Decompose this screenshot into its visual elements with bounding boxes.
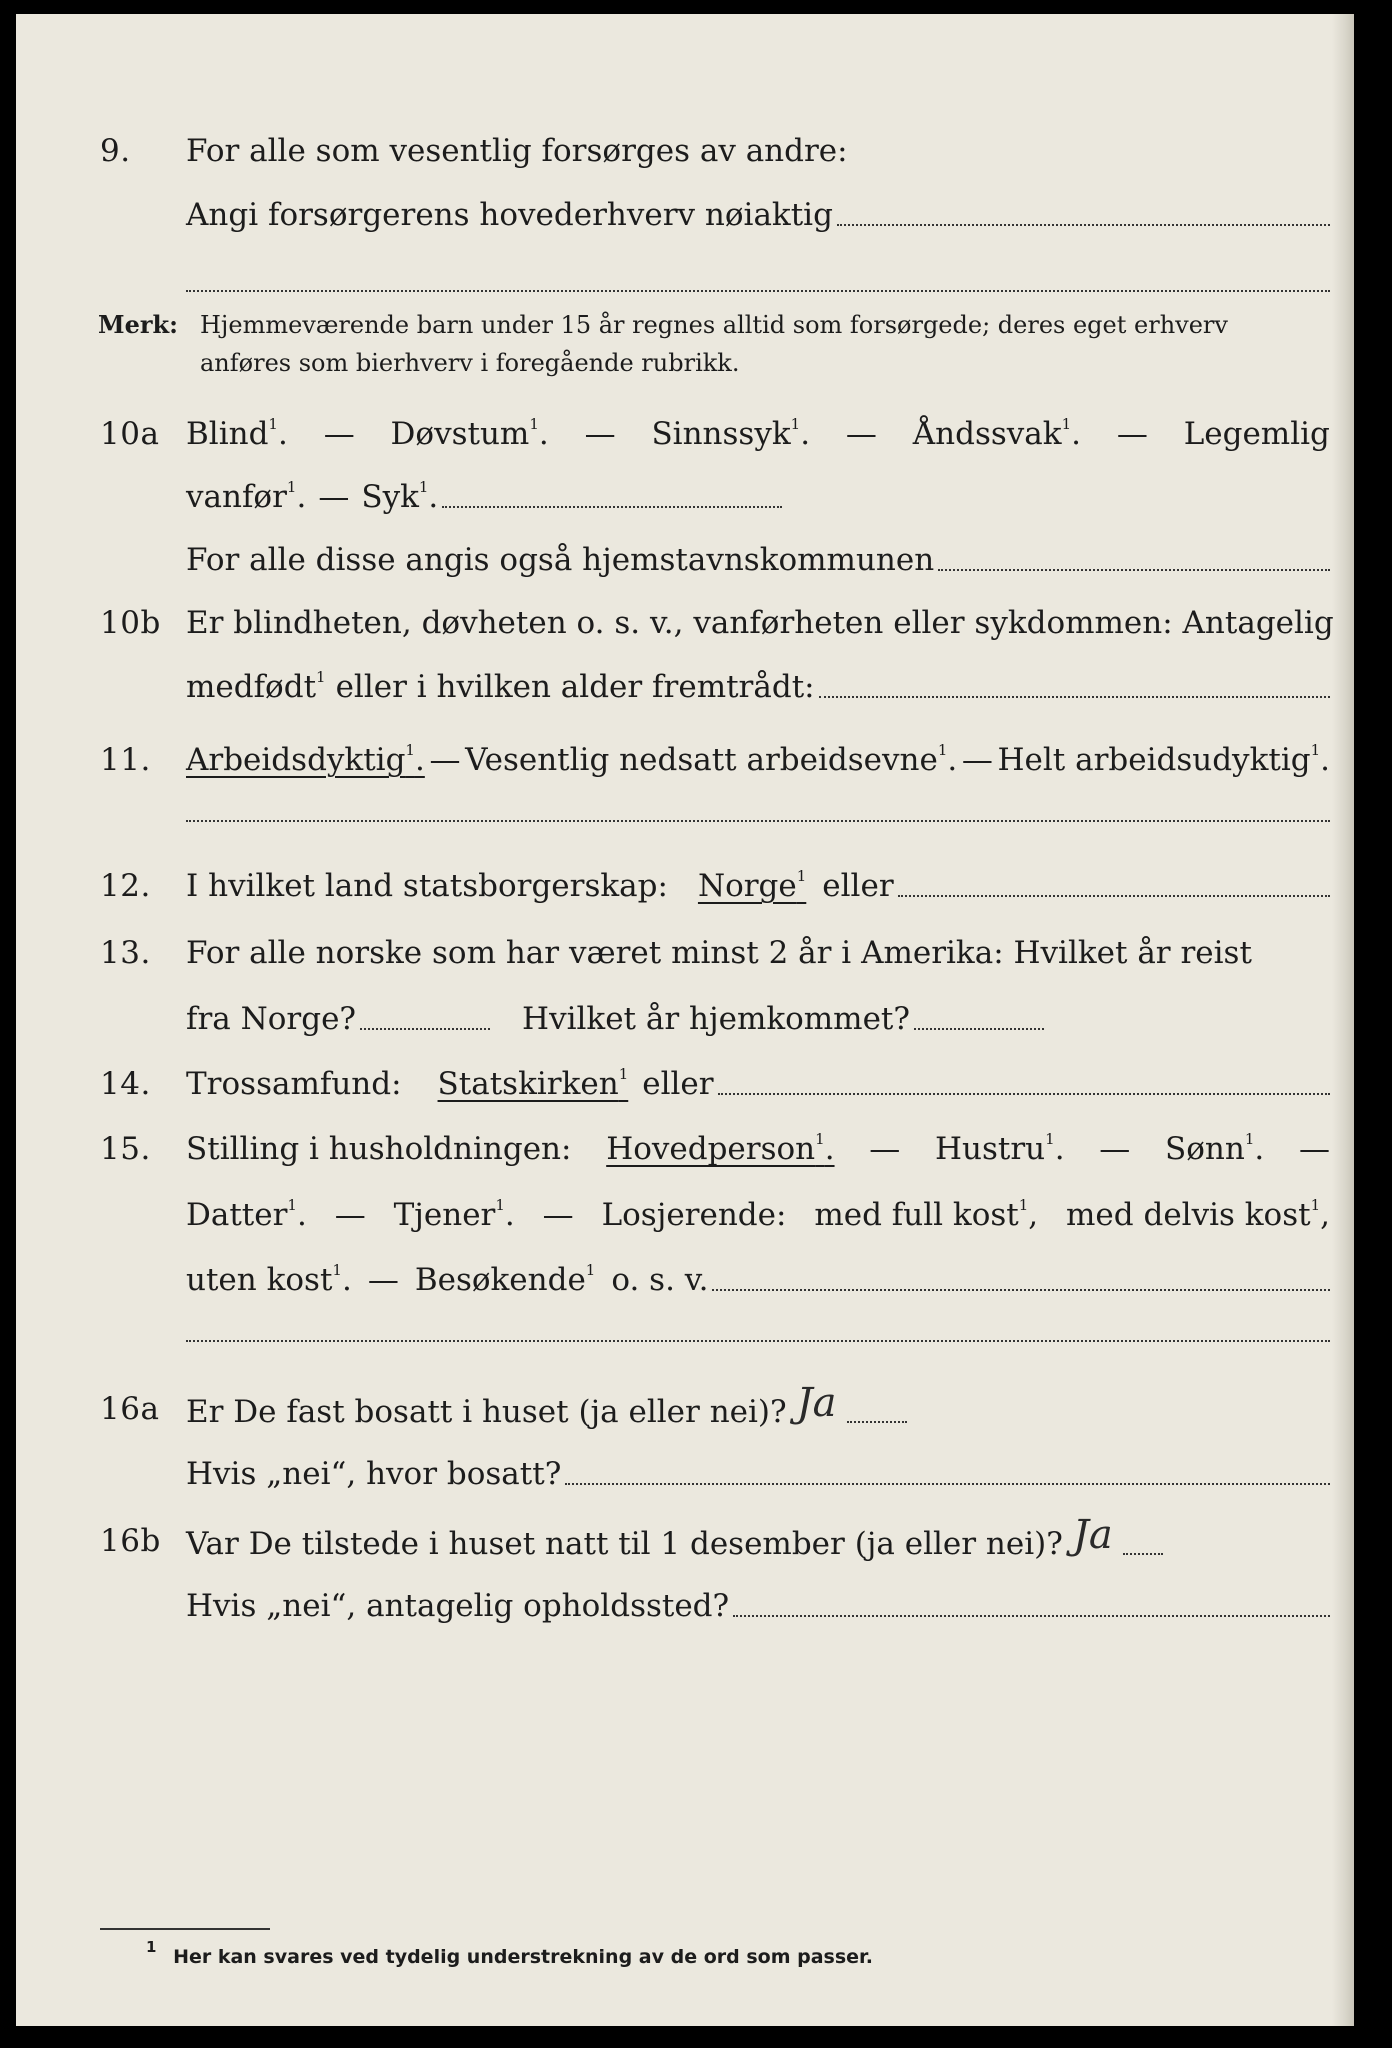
question-number: 10a (100, 416, 160, 452)
separator: — (318, 479, 350, 515)
question-16a-line-2 (16, 1449, 1354, 1499)
separator: — (1099, 1131, 1131, 1167)
option-vanfor[interactable]: vanfør$^1$. (186, 477, 307, 515)
question-13-text: For alle norske som har været minst 2 år i Amerika: Hvilket år reist (186, 935, 1252, 971)
separator: — (429, 742, 461, 778)
option-tjener[interactable]: Tjener$^1$. (393, 1195, 515, 1233)
osv-label: o. s. v. (611, 1262, 709, 1298)
option-datter[interactable]: Datter$^1$. (186, 1195, 307, 1233)
option-dovstum[interactable]: Døvstum$^1$. (390, 414, 549, 452)
question-9-prompt: Angi forsørgerens hovederhverv nøiaktig (186, 197, 833, 233)
question-number: 15. (100, 1131, 151, 1167)
merk-label: Merk: (98, 310, 178, 339)
question-16a-followup: Hvis „nei“, hvor bosatt? (186, 1456, 562, 1492)
handwritten-answer-16b[interactable]: Ja (1072, 1512, 1113, 1558)
answer-field-9-extra[interactable] (186, 290, 1330, 292)
question-9-text: For alle som vesentlig forsørges av andre: (186, 133, 848, 169)
question-10b-line-2 (16, 662, 1354, 712)
answer-field-10b[interactable] (819, 696, 1330, 698)
separator: — (542, 1197, 574, 1233)
question-16b-text: Var De tilstede i huset natt til 1 desember (ja eller nei)? (186, 1526, 1063, 1562)
merk-note (98, 306, 1330, 386)
question-number: 11. (100, 742, 151, 778)
question-number: 9. (100, 133, 131, 169)
option-full-kost[interactable]: med full kost$^1$, (814, 1195, 1039, 1233)
question-10b-text: Er blindheten, døvheten o. s. v., vanførheten eller sykdommen: Antagelig (186, 605, 1334, 641)
option-besokende[interactable]: Besøkende$^1$ (414, 1260, 596, 1298)
answer-field-hjemstavn[interactable] (938, 569, 1330, 571)
eller-label: eller (642, 1066, 714, 1102)
eller-label: eller (822, 868, 894, 904)
question-12-text: I hvilket land statsborgerskap: (186, 868, 668, 904)
option-andssvak[interactable]: Åndssvak$^1$. (912, 414, 1081, 452)
census-form-page (16, 14, 1354, 2026)
question-10a-line-3 (16, 535, 1354, 585)
losjerende-label: Losjerende: (601, 1197, 787, 1233)
handwritten-answer-16a[interactable]: Ja (796, 1380, 837, 1426)
question-13-line-1 (16, 928, 1354, 978)
option-norge[interactable]: Norge$^1$ (697, 866, 807, 904)
option-medfodt[interactable]: medfødt$^1$ (186, 667, 326, 705)
question-14-text: Trossamfund: (186, 1066, 402, 1102)
question-number: 12. (100, 868, 151, 904)
question-16a-line-1 (16, 1380, 1354, 1434)
answer-field-16a-bosatt[interactable] (565, 1483, 1330, 1485)
answer-field-16a[interactable] (847, 1421, 907, 1423)
option-hovedperson[interactable]: Hovedperson$^1$. (606, 1129, 835, 1167)
question-16b-line-1 (16, 1512, 1354, 1566)
footnote-rule (100, 1928, 270, 1930)
question-11-line (16, 735, 1354, 785)
option-syk[interactable]: Syk$^1$. (361, 477, 439, 515)
question-9-line-2 (16, 190, 1354, 240)
question-15-text: Stilling i husholdningen: (186, 1131, 572, 1167)
answer-field-16b[interactable] (1123, 1553, 1163, 1555)
question-16b-followup: Hvis „nei“, antagelig opholdssted? (186, 1588, 730, 1624)
question-number: 13. (100, 935, 151, 971)
question-15-line-1 (16, 1124, 1354, 1174)
answer-field-syk[interactable] (442, 506, 782, 508)
answer-field-11-extra[interactable] (186, 820, 1330, 822)
option-delvis-kost[interactable]: med delvis kost$^1$, (1066, 1195, 1330, 1233)
question-10a-line-2 (16, 472, 1354, 522)
answer-field-12[interactable] (898, 895, 1330, 897)
separator: — (323, 416, 355, 452)
question-13-line-2 (16, 994, 1354, 1044)
answer-field-15[interactable] (712, 1289, 1330, 1291)
option-legemlig[interactable]: Legemlig (1183, 416, 1330, 452)
option-uten-kost[interactable]: uten kost$^1$. (186, 1260, 352, 1298)
question-10a-line-1 (16, 409, 1354, 459)
option-sinnssyk[interactable]: Sinnssyk$^1$. (651, 414, 811, 452)
separator: — (961, 742, 993, 778)
hjemkommet-prompt: Hvilket år hjemkommet? (522, 1001, 911, 1037)
reist-prompt: fra Norge? (186, 1001, 357, 1037)
merk-text-2: anføres som bierhverv i foregående rubrikk. (200, 349, 740, 377)
answer-field-hjemkommet[interactable] (914, 1028, 1044, 1030)
footnote (146, 1937, 873, 1968)
option-nedsatt[interactable]: Vesentlig nedsatt arbeidsevne$^1$. (465, 740, 958, 778)
separator: — (334, 1197, 366, 1233)
question-number: 16b (100, 1523, 161, 1559)
option-blind[interactable]: Blind$^1$. (186, 414, 288, 452)
answer-field-14[interactable] (718, 1093, 1330, 1095)
option-statskirken[interactable]: Statskirken$^1$ (437, 1064, 629, 1102)
separator: — (584, 416, 616, 452)
question-10b-line-1 (16, 598, 1354, 648)
hjemstavn-prompt: For alle disse angis også hjemstavnskommunen (186, 542, 935, 578)
question-14-line (16, 1059, 1354, 1109)
separator: — (1298, 1131, 1330, 1167)
question-number: 16a (100, 1391, 160, 1427)
question-number: 14. (100, 1066, 151, 1102)
question-12-line (16, 861, 1354, 911)
separator: — (1116, 416, 1148, 452)
option-arbeidsdyktig[interactable]: Arbeidsdyktig$^1$. (186, 740, 425, 778)
separator: — (845, 416, 877, 452)
footnote-mark: 1 (146, 1937, 157, 1956)
separator: — (367, 1262, 399, 1298)
answer-field-9[interactable] (837, 224, 1330, 226)
question-16a-text: Er De fast bosatt i huset (ja eller nei)? (186, 1394, 787, 1430)
question-15-line-2 (16, 1190, 1354, 1240)
question-16b-line-2 (16, 1581, 1354, 1631)
question-9-line-1 (16, 126, 1354, 176)
option-hustru[interactable]: Hustru$^1$. (934, 1129, 1065, 1167)
footnote-text: Her kan svares ved tydelig understrekning av de ord som passer. (173, 1946, 873, 1968)
question-number: 10b (100, 605, 161, 641)
question-15-line-3 (16, 1255, 1354, 1305)
answer-field-16b-opholdssted[interactable] (733, 1615, 1330, 1617)
separator: — (869, 1131, 901, 1167)
question-10b-prompt: eller i hvilken alder fremtrådt: (335, 669, 815, 705)
answer-field-reist[interactable] (360, 1028, 490, 1030)
option-udyktig[interactable]: Helt arbeidsudyktig$^1$. (997, 740, 1330, 778)
answer-field-15-extra[interactable] (186, 1340, 1330, 1342)
option-sonn[interactable]: Sønn$^1$. (1164, 1129, 1265, 1167)
merk-text-1: Hjemmeværende barn under 15 år regnes alltid som forsørgede; deres eget erhverv (200, 311, 1228, 339)
